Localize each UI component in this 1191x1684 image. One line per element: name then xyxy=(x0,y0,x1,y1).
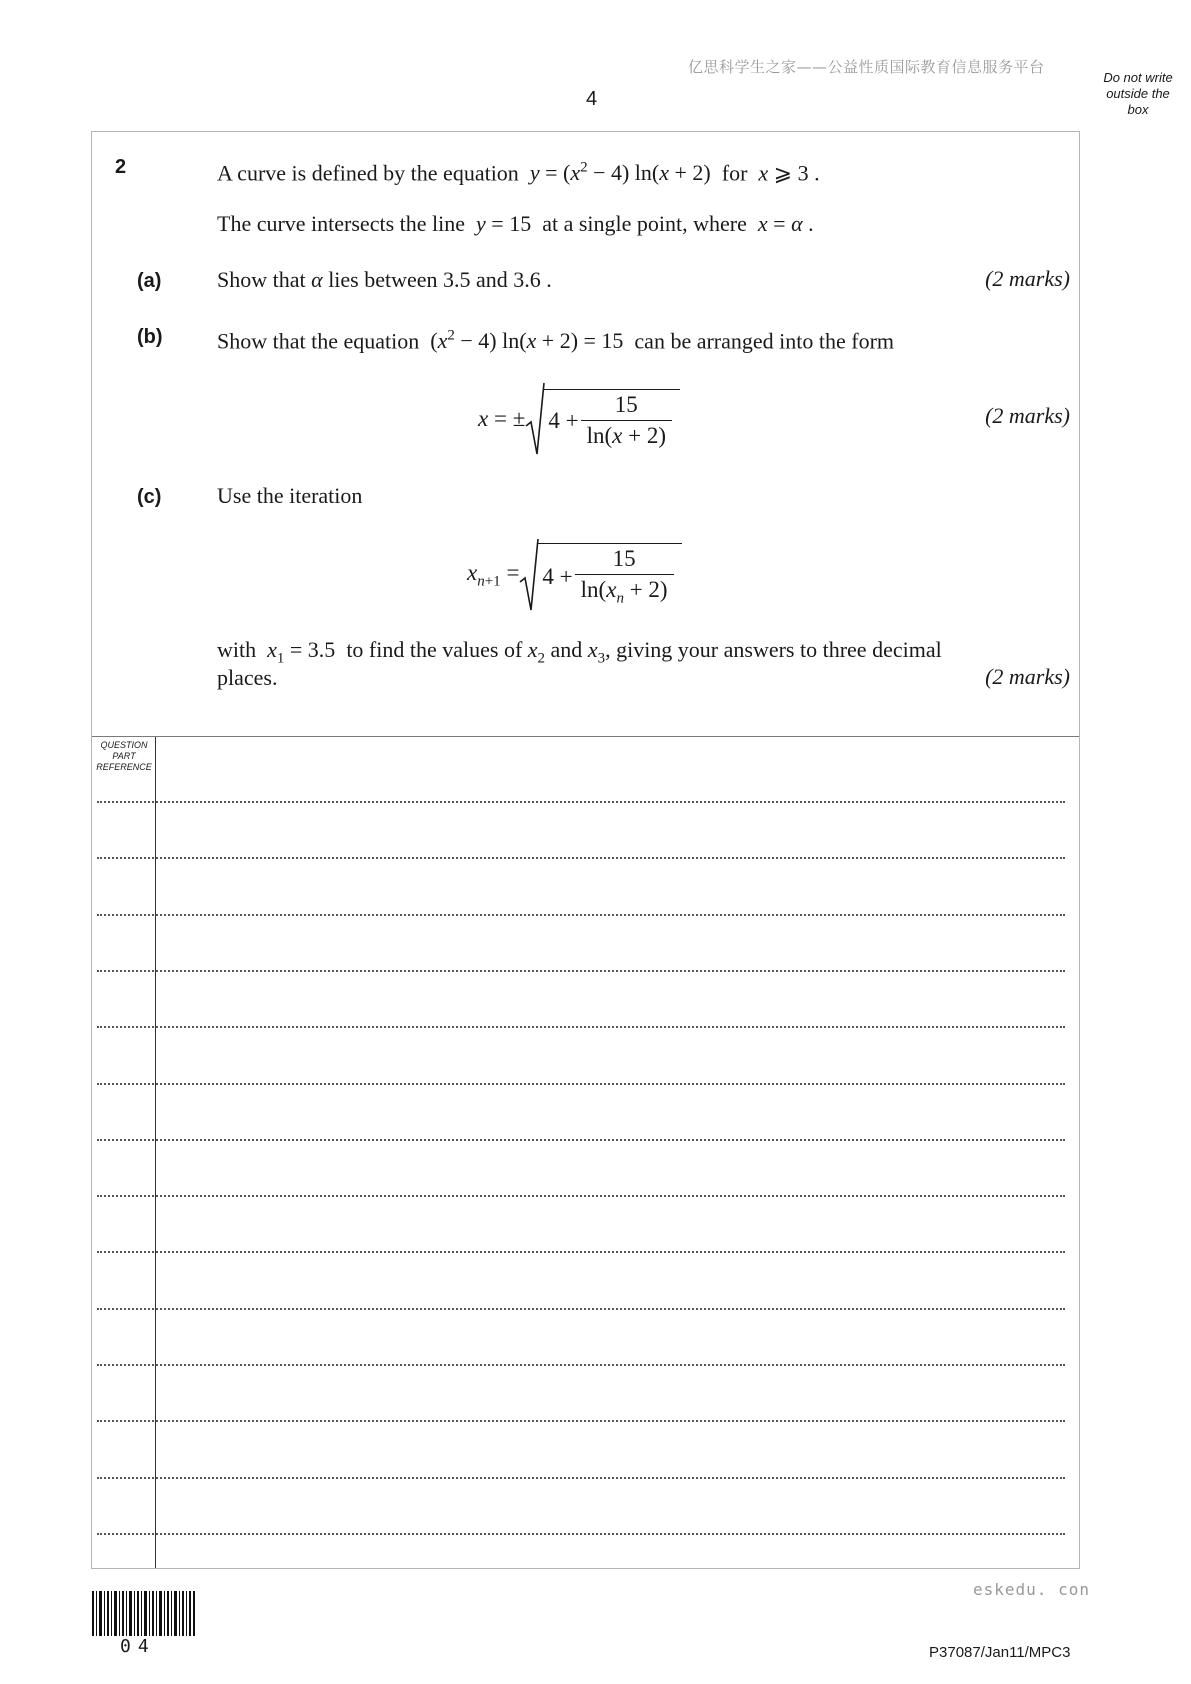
part-a-text xyxy=(217,266,552,294)
reference-label xyxy=(93,740,155,773)
line-equation: y = 15 xyxy=(476,211,532,236)
margin-note-line-2: outside the xyxy=(1106,86,1170,101)
line2-prefix: The curve intersects the line xyxy=(217,211,466,236)
stem-prefix: A curve is defined by the equation xyxy=(217,160,519,186)
answer-dotted-line[interactable] xyxy=(97,970,1065,972)
header-watermark: 亿思科学生之家——公益性质国际教育信息服务平台 xyxy=(688,58,1045,76)
answer-dotted-line[interactable] xyxy=(97,1364,1065,1366)
part-a-suffix: lies between 3.5 and 3.6 . xyxy=(328,267,552,292)
answer-dotted-line[interactable] xyxy=(97,857,1065,859)
answer-dotted-line[interactable] xyxy=(97,1139,1065,1141)
fraction: $\frac{15}{\ln(x_n + 2)}$ xyxy=(575,546,674,608)
with-prefix: with xyxy=(217,637,257,662)
part-b-suffix: can be arranged into the form xyxy=(634,328,895,354)
alpha-symbol: α xyxy=(311,267,323,292)
fraction: $\frac{15}{\ln(x + 2)}$ xyxy=(581,392,672,449)
answer-dotted-line[interactable] xyxy=(97,801,1065,803)
margin-note-line-1: Do not write xyxy=(1103,70,1173,85)
part-a-label: (a) xyxy=(137,270,162,292)
part-c-with-line: with $x_1 = 3.5$ to find the values of $x_2$ and $x_3$, giving your answers to three decimal xyxy=(217,637,942,667)
margin-note-line-3: box xyxy=(1127,102,1149,117)
part-c-marks: (2 marks) xyxy=(985,664,1070,689)
square-root: 4 + $\frac{15}{\ln(x + 2)}$ xyxy=(525,382,680,456)
answer-dotted-line[interactable] xyxy=(97,1251,1065,1253)
answer-dotted-line[interactable] xyxy=(97,1308,1065,1310)
part-c-line-2: places. xyxy=(217,665,278,690)
barcode-icon xyxy=(92,1591,195,1636)
part-a-prefix: Show that xyxy=(217,267,306,292)
reference-label-line-2: PART xyxy=(112,751,136,761)
rearranged-formula: x = ± 4 + $\frac{15}{\ln(x + 2)}$ xyxy=(478,382,680,456)
answer-dotted-line[interactable] xyxy=(97,1083,1065,1085)
reference-column-divider xyxy=(155,737,156,1568)
curve-equation: $y = (x^2 - 4) \ln(x + 2)$ xyxy=(529,160,711,186)
part-c-label: (c) xyxy=(137,486,162,508)
answer-dotted-line[interactable] xyxy=(97,1195,1065,1197)
answer-dotted-line[interactable] xyxy=(97,1420,1065,1422)
reference-label-line-1: QUESTION xyxy=(100,740,148,750)
margin-note xyxy=(1094,70,1182,118)
part-c-text: Use the iteration xyxy=(217,483,363,508)
reference-label-line-3: REFERENCE xyxy=(96,762,152,772)
with-and: and xyxy=(550,637,583,662)
initial-value: $x_1 = 3.5$ xyxy=(267,637,336,667)
with-mid: to find the values of xyxy=(346,637,523,662)
domain-condition: x ⩾ 3 . xyxy=(758,160,820,186)
iteration-formula: $x_{n+1}$ = 4 + $\frac{15}{\ln(x_n + 2)}$ xyxy=(467,538,682,612)
barcode-number: 04 xyxy=(120,1636,156,1657)
alpha-definition: x = α . xyxy=(757,211,814,236)
with-suffix: , giving your answers to three decimal xyxy=(605,637,942,662)
part-b-marks: (2 marks) xyxy=(985,403,1070,428)
question-stem xyxy=(217,154,820,187)
question-number: 2 xyxy=(115,156,127,178)
answer-dotted-line[interactable] xyxy=(97,1477,1065,1479)
stem-suffix: for xyxy=(721,160,748,186)
question-line-2 xyxy=(217,210,814,238)
part-b-equation: $(x^2 - 4) \ln(x + 2) = 15$ xyxy=(430,328,624,354)
answer-dotted-line[interactable] xyxy=(97,1533,1065,1535)
part-b-prefix: Show that the equation xyxy=(217,328,420,354)
part-a-marks: (2 marks) xyxy=(985,266,1070,291)
part-b-label: (b) xyxy=(137,326,163,348)
answer-area-separator xyxy=(92,736,1079,737)
answer-dotted-line[interactable] xyxy=(97,914,1065,916)
line2-mid: at a single point, where xyxy=(542,211,747,236)
part-b-text xyxy=(217,322,894,355)
page-number: 4 xyxy=(586,88,598,110)
answer-dotted-line[interactable] xyxy=(97,1026,1065,1028)
paper-code: P37087/Jan11/MPC3 xyxy=(929,1644,1071,1661)
square-root: 4 + $\frac{15}{\ln(x_n + 2)}$ xyxy=(519,538,681,612)
footer-watermark: eskedu. con xyxy=(973,1580,1090,1599)
